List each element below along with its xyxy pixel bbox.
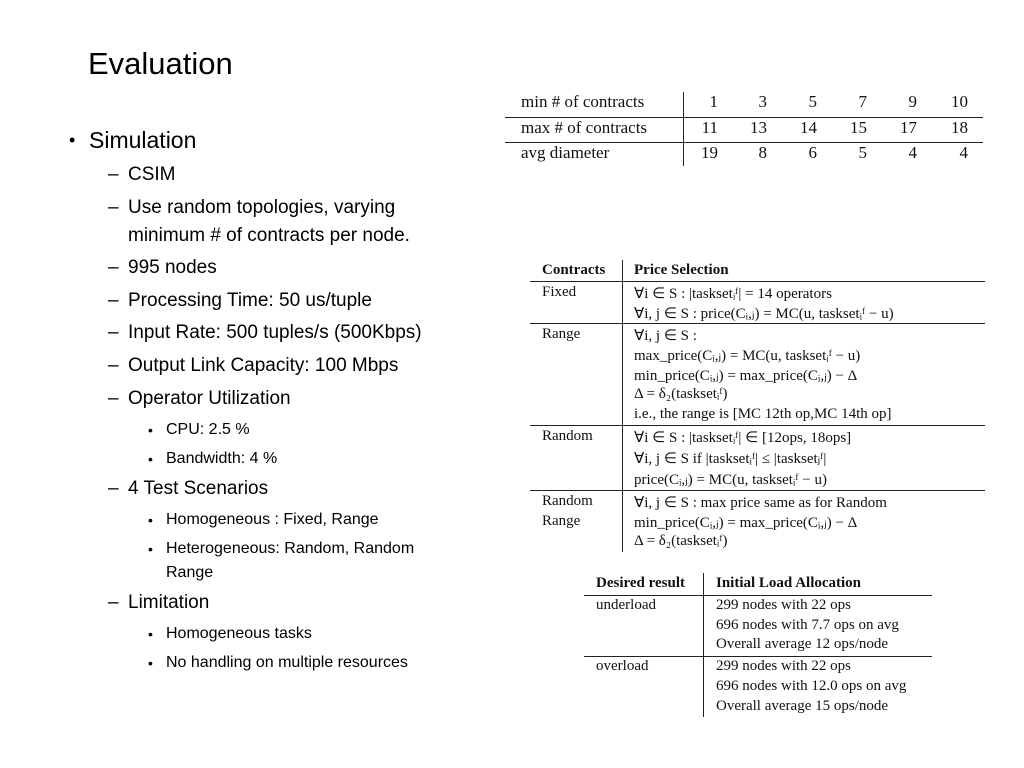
group-label: underload xyxy=(596,597,656,613)
group-label: Fixed xyxy=(542,284,577,300)
bullet-text: Range xyxy=(166,564,214,581)
table-cell: 5 xyxy=(808,92,817,111)
bullet-marker: – xyxy=(108,355,119,376)
bullet-marker: • xyxy=(148,541,153,557)
bullet-marker: • xyxy=(148,626,153,642)
bullet-text: Processing Time: 50 us/tuple xyxy=(128,290,372,311)
formula-line: ∀i, j ∈ S : price(Cᵢ,ⱼ) = MC(u, tasksetᵢᶠ − u) xyxy=(634,306,894,322)
formula-line: min_price(Cᵢ,ⱼ) = max_price(Cᵢ,ⱼ) − Δ xyxy=(634,515,858,531)
bullet-text: minimum # of contracts per node. xyxy=(128,225,410,246)
table-cell: 299 nodes with 22 ops xyxy=(716,658,851,674)
table-cell: 11 xyxy=(701,118,718,137)
table-cell: 299 nodes with 22 ops xyxy=(716,597,851,613)
bullet-text: Homogeneous tasks xyxy=(166,625,312,642)
table-cell: 1 xyxy=(709,92,718,111)
group-label: Range xyxy=(542,513,581,529)
bullet-marker: – xyxy=(108,592,119,613)
bullet-text: 4 Test Scenarios xyxy=(128,478,269,499)
bullet-text: Output Link Capacity: 100 Mbps xyxy=(128,355,399,376)
bullet-marker: • xyxy=(69,130,76,150)
table-cell: 8 xyxy=(758,143,767,162)
row-label: min # of contracts xyxy=(521,92,645,111)
bullet-text: Operator Utilization xyxy=(128,388,291,409)
table-cell: 14 xyxy=(800,118,817,137)
group-label: Random xyxy=(542,493,593,509)
group-label: Random xyxy=(542,428,593,444)
table-cell: 13 xyxy=(750,118,767,137)
bullet-marker: – xyxy=(108,388,119,409)
group-label: overload xyxy=(596,658,649,674)
row-label: avg diameter xyxy=(521,143,610,162)
table-cell: 17 xyxy=(900,118,917,137)
bullet-text: 995 nodes xyxy=(128,257,217,278)
bullet-text: Bandwidth: 4 % xyxy=(166,450,278,467)
bullet-text: CPU: 2.5 % xyxy=(166,421,250,438)
bullet-text: Heterogeneous: Random, Random xyxy=(166,540,415,557)
table-cell: 10 xyxy=(951,92,968,111)
formula-line: ∀i, j ∈ S : xyxy=(634,328,697,344)
bullet-text: Input Rate: 500 tuples/s (500Kbps) xyxy=(128,322,422,343)
table-cell: 696 nodes with 7.7 ops on avg xyxy=(716,617,899,633)
column-header: Price Selection xyxy=(634,262,729,278)
column-header: Desired result xyxy=(596,575,686,591)
table-cell: 7 xyxy=(858,92,867,111)
formula-line: Δ = δ₂(tasksetᵢᶠ) xyxy=(634,533,728,549)
formula-line: ∀i, j ∈ S if |tasksetᵢᶠ| ≤ |tasksetⱼᶠ| xyxy=(634,451,827,467)
table-cell: 19 xyxy=(701,143,718,162)
bullet-text: Limitation xyxy=(128,592,210,613)
bullet-marker: • xyxy=(148,451,153,467)
formula-line: Δ = δ₂(tasksetᵢᶠ) xyxy=(634,386,728,402)
column-header: Contracts xyxy=(542,262,606,278)
bullet-marker: – xyxy=(108,164,119,185)
table-cell: 18 xyxy=(951,118,968,137)
bullet-marker: – xyxy=(108,322,119,343)
formula-line: min_price(Cᵢ,ⱼ) = max_price(Cᵢ,ⱼ) − Δ xyxy=(634,368,858,384)
bullet-marker: • xyxy=(148,512,153,528)
bullet-marker: – xyxy=(108,290,119,311)
table-cell: 4 xyxy=(908,143,917,162)
bullet-text: Use random topologies, varying xyxy=(128,197,396,218)
bullet-marker: – xyxy=(108,257,119,278)
bullet-text: No handling on multiple resources xyxy=(166,654,408,671)
formula-line: ∀i, j ∈ S : max price same as for Random xyxy=(634,495,887,511)
table-cell: 3 xyxy=(758,92,767,111)
formula-line: price(Cᵢ,ⱼ) = MC(u, tasksetᵢᶠ − u) xyxy=(634,472,827,488)
table-cell: 15 xyxy=(850,118,867,137)
table-cell: Overall average 15 ops/node xyxy=(716,698,889,714)
table-cell: 6 xyxy=(808,143,817,162)
bullet-marker: – xyxy=(108,478,119,499)
table-cell: 4 xyxy=(959,143,968,162)
table-rule xyxy=(584,595,932,596)
bullet-text: Homogeneous : Fixed, Range xyxy=(166,511,379,528)
formula-line: ∀i ∈ S : |tasksetᵢᶠ| ∈ [12ops, 18ops] xyxy=(634,430,852,446)
bullet-marker: • xyxy=(148,655,153,671)
formula-line: ∀i ∈ S : |tasksetᵢᶠ| = 14 operators xyxy=(634,286,832,302)
formula-line: i.e., the range is [MC 12th op,MC 14th op] xyxy=(634,406,892,422)
table-cell: Overall average 12 ops/node xyxy=(716,636,889,652)
formula-line: max_price(Cᵢ,ⱼ) = MC(u, tasksetᵢᶠ − u) xyxy=(634,348,861,364)
table-cell: 696 nodes with 12.0 ops on avg xyxy=(716,678,907,694)
bullet-text: Simulation xyxy=(89,127,197,153)
group-label: Range xyxy=(542,326,581,342)
table-cell: 5 xyxy=(858,143,867,162)
bullet-marker: – xyxy=(108,197,119,218)
table-cell: 9 xyxy=(908,92,917,111)
slide-title: Evaluation xyxy=(88,46,233,81)
bullet-marker: • xyxy=(148,422,153,438)
column-header: Initial Load Allocation xyxy=(716,575,862,591)
row-label: max # of contracts xyxy=(521,118,648,137)
table-rule xyxy=(584,656,932,657)
bullet-text: CSIM xyxy=(128,164,176,185)
